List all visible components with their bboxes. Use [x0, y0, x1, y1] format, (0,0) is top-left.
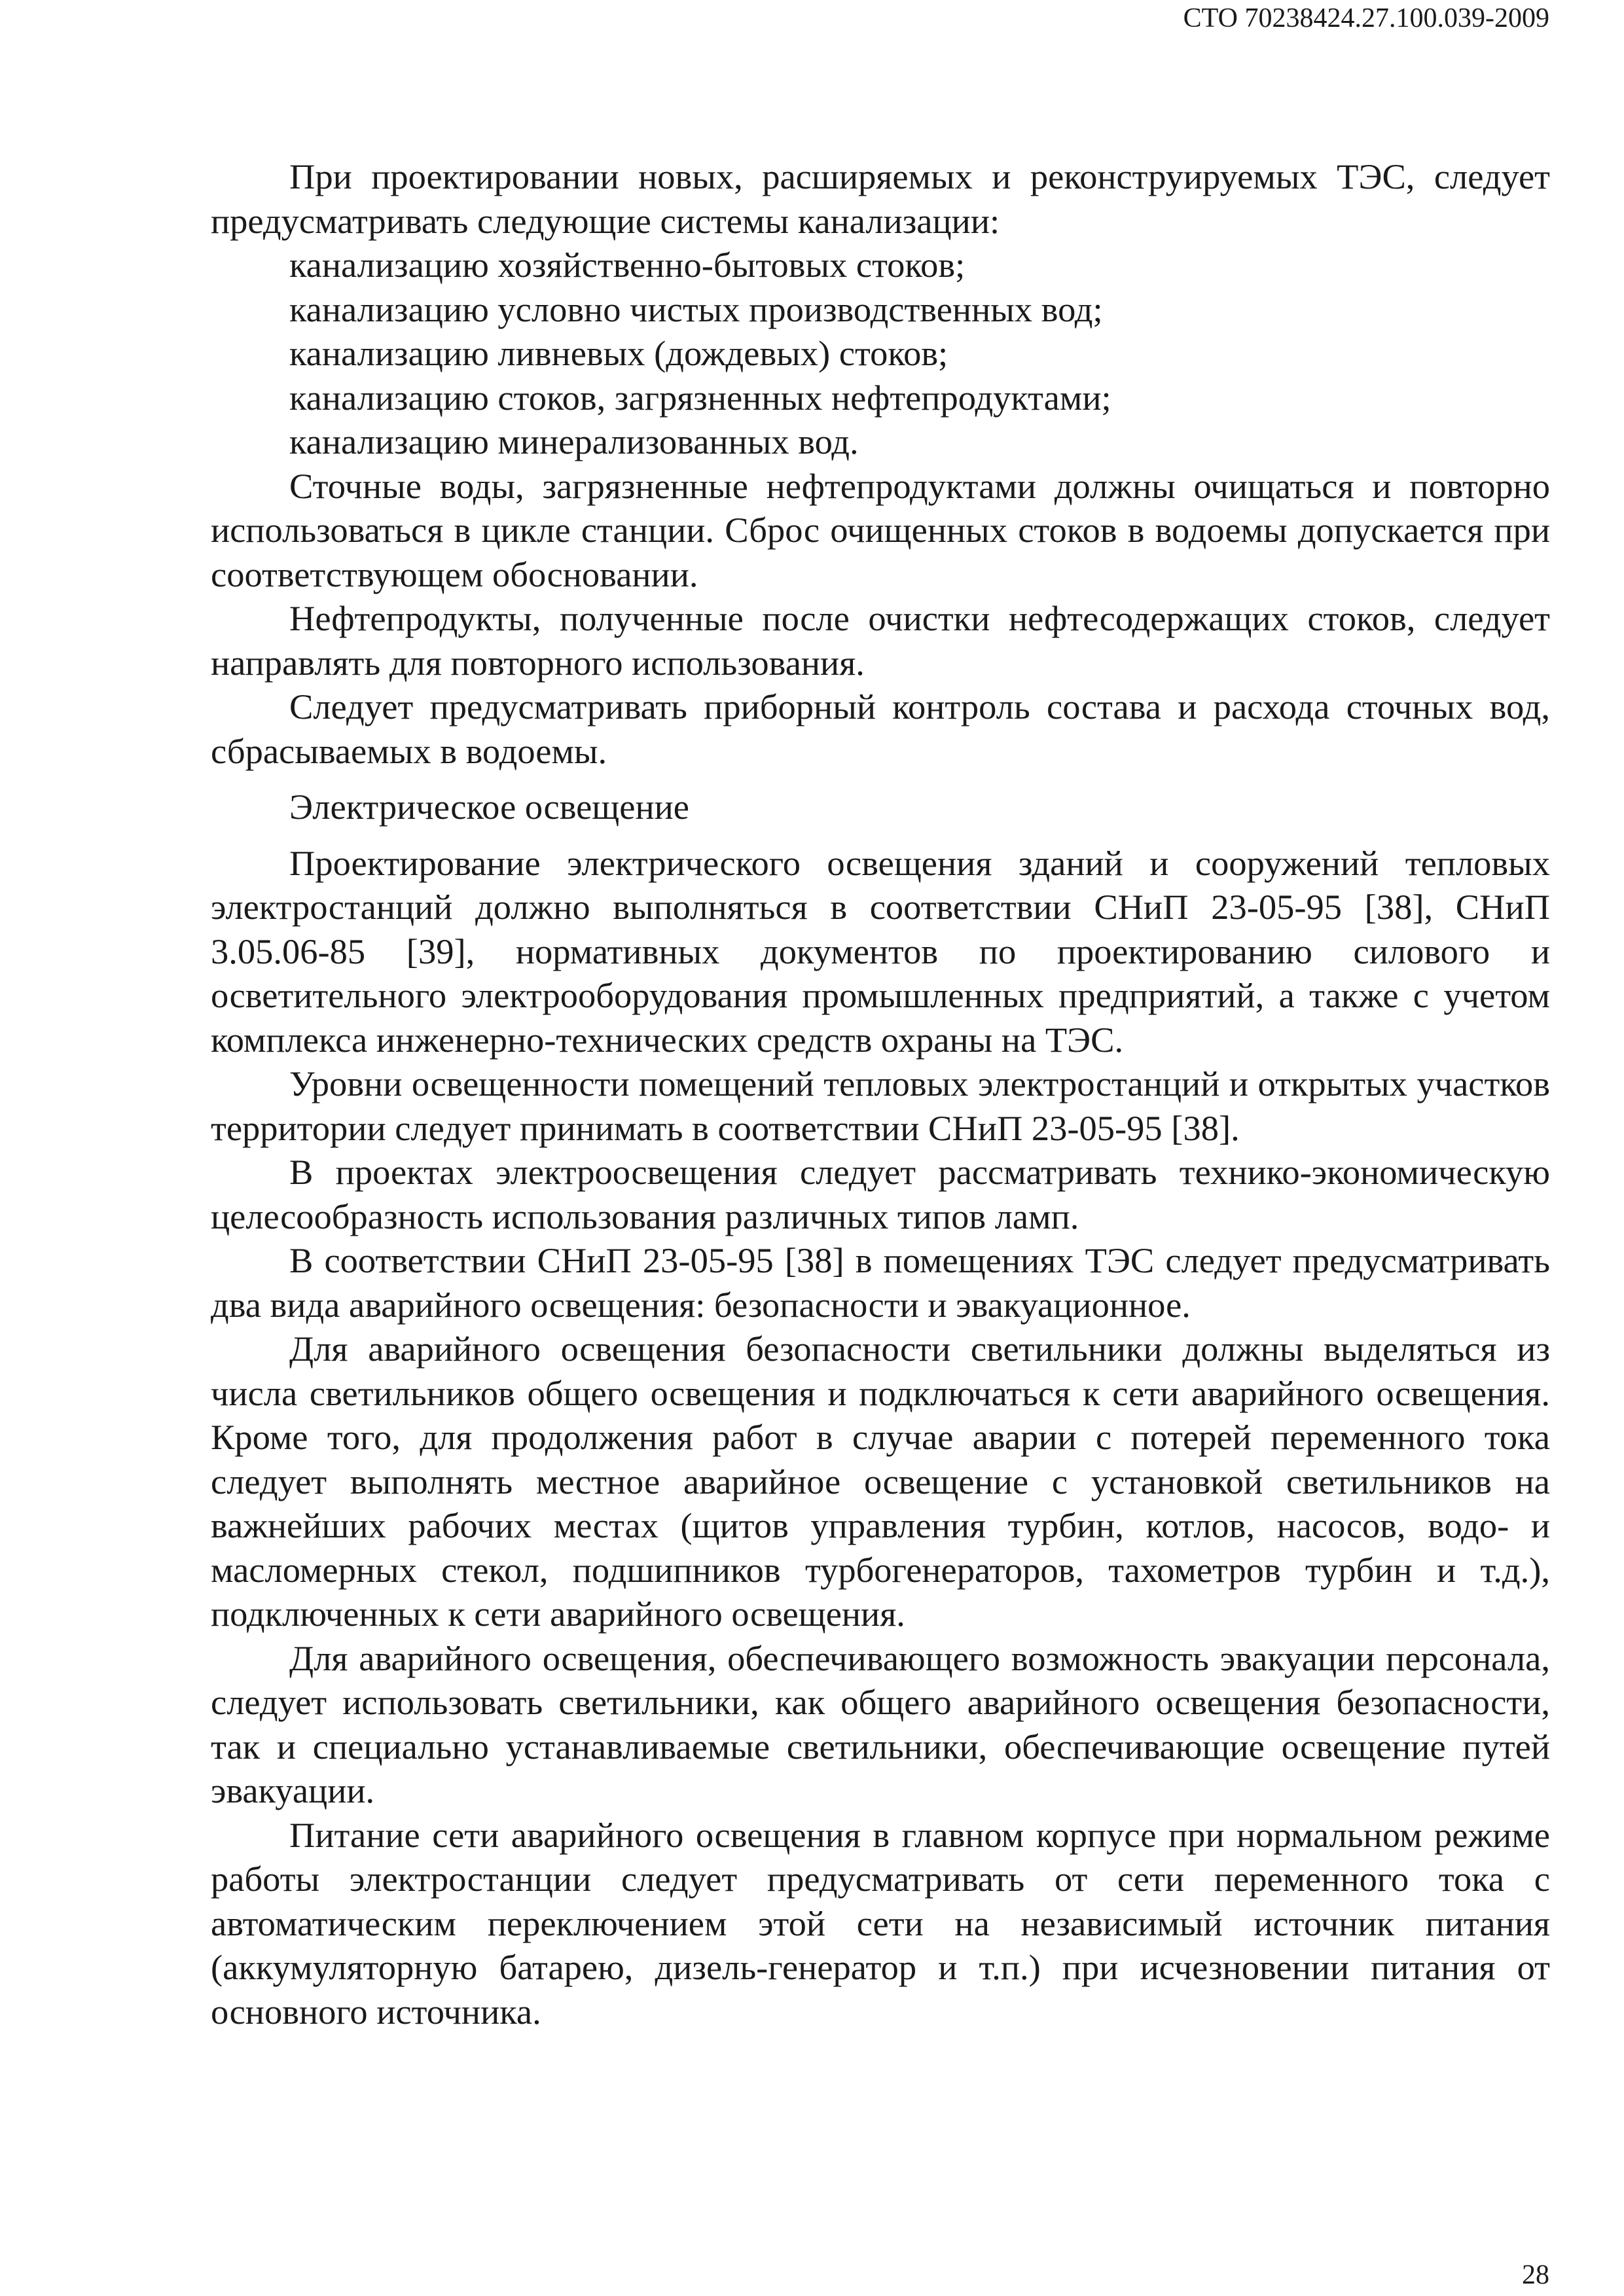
paragraph-emergency-types: В соответствии СНиП 23-05-95 [38] в помещениях ТЭС следует предусматривать два вида аварийного освещения: безопасности и эвакуационное. [211, 1240, 1550, 1325]
paragraph-flow-control: Следует предусматривать приборный контроль состава и расхода сточных вод, сбрасываемых в водоемы. [211, 687, 1550, 771]
section-heading: Электрическое освещение [289, 787, 689, 827]
list-item: канализацию хозяйственно-бытовых стоков; [289, 245, 965, 285]
document-code: СТО 70238424.27.100.039-2009 [1183, 3, 1549, 33]
paragraph-sewage-systems: При проектировании новых, расширяемых и реконструируемых ТЭС, следует предусматривать следующие системы канализации: [211, 156, 1550, 241]
paragraph-lamp-types: В проектах электроосвещения следует рассматривать технико-экономическую целесообразность использования различных типов ламп. [211, 1152, 1550, 1236]
list-item: канализацию стоков, загрязненных нефтепродуктами; [289, 377, 1111, 418]
paragraph-lighting-design: Проектирование электрического освещения зданий и сооружений тепловых электростанций должно выполняться в соответствии СНиП 23-05-95 [38], СНиП 3.05.06-85 [39], нормативных документов по проектированию силового и осветительного электрооборудования промышленных предприятий, а также с учетом комплекса инженерно-технических средств охраны на ТЭС. [211, 842, 1550, 1060]
list-item: канализацию ливневых (дождевых) стоков; [289, 333, 948, 373]
paragraph-illumination-levels: Уровни освещенности помещений тепловых электростанций и открытых участков территории следует принимать в соответствии СНиП 23-05-95 [38]. [211, 1064, 1550, 1148]
paragraph-wastewater: Сточные воды, загрязненные нефтепродуктами должны очищаться и повторно использоваться в цикле станции. Сброс очищенных стоков в водоемы допускается при соответствующем обосновании. [211, 465, 1550, 594]
paragraph-emergency-power: Питание сети аварийного освещения в главном корпусе при нормальном режиме работы электростанции следует предусматривать от сети переменного тока с автоматическим переключением этой сети на независимый источник питания (аккумуляторную батарею, дизель-генератор и т.п.) при исчезновении питания от основного источника. [211, 1814, 1550, 2032]
list-item: канализацию условно чистых производственных вод; [289, 289, 1103, 329]
sewage-list [211, 243, 1550, 464]
paragraph-safety-lighting: Для аварийного освещения безопасности светильники должны выделяться из числа светильников общего освещения и подключаться к сети аварийного освещения. Кроме того, для продолжения работ в случае аварии с потерей переменного тока следует выполнять местное аварийное освещение с установкой светильников на важнейших рабочих местах (щитов управления турбин, котлов, насосов, водо- и масломерных стекол, подшипников турбогенераторов, тахометров турбин и т.д.), подключенных к сети аварийного освещения. [211, 1329, 1550, 1634]
page-number: 28 [1522, 2260, 1549, 2290]
paragraph-oil-products: Нефтепродукты, полученные после очистки нефтесодержащих стоков, следует направлять для повторного использования. [211, 598, 1550, 683]
paragraph-evacuation-lighting: Для аварийного освещения, обеспечивающего возможность эвакуации персонала, следует использовать светильники, как общего аварийного освещения безопасности, так и специально устанавливаемые светильники, обеспечивающие освещение путей эвакуации. [211, 1638, 1550, 1810]
list-item: канализацию минерализованных вод. [289, 422, 859, 461]
document-body [211, 154, 1550, 2034]
